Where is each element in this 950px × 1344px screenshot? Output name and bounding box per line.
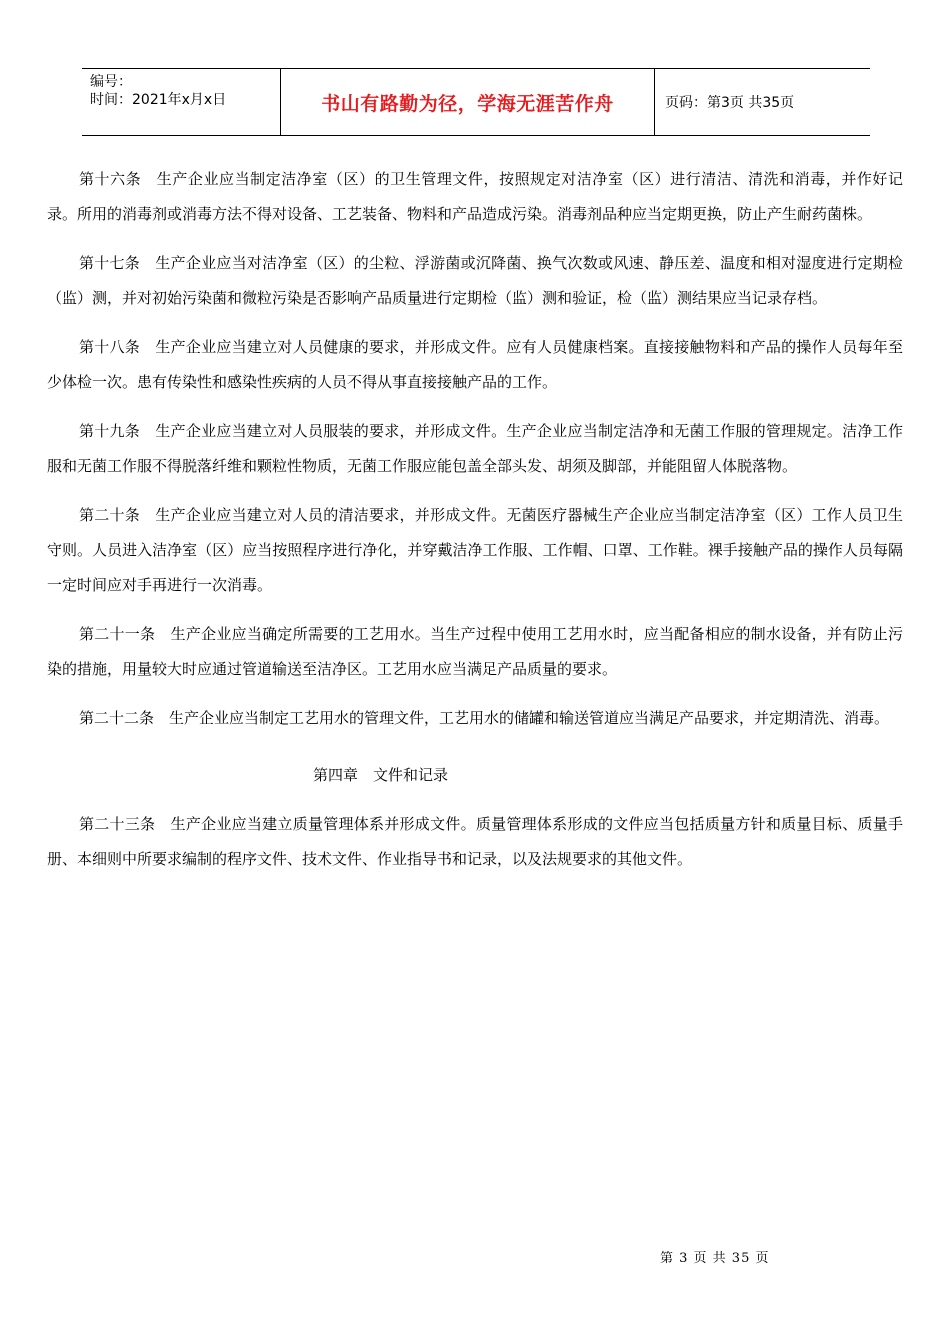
header-left-cell	[82, 69, 281, 135]
article-16: 第十六条 生产企业应当制定洁净室（区）的卫生管理文件，按照规定对洁净室（区）进行清洁、清洗和消毒，并作好记录。所用的消毒剂或消毒方法不得对设备、工艺装备、物料和产品造成污染。消毒剂品种应当定期更换，防止产生耐药菌株。	[47, 170, 903, 223]
article-19: 第十九条 生产企业应当建立对人员服装的要求，并形成文件。生产企业应当制定洁净和无菌工作服的管理规定。洁净工作服和无菌工作服不得脱落纤维和颗粒性物质，无菌工作服应能包盖全部头发、胡须及脚部，并能阻留人体脱落物。	[47, 422, 903, 475]
header-page-number: 页码：第3页 共35页	[665, 95, 795, 111]
article-18: 第十八条 生产企业应当建立对人员健康的要求，并形成文件。应有人员健康档案。直接接触物料和产品的操作人员每年至少体检一次。患有传染性和感染性疾病的人员不得从事直接接触产品的工作。	[47, 338, 903, 391]
header-motto: 书山有路勤为径，学海无涯苦作舟	[281, 69, 655, 135]
document-body	[47, 162, 903, 891]
article-21: 第二十一条 生产企业应当确定所需要的工艺用水。当生产过程中使用工艺用水时，应当配备相应的制水设备，并有防止污染的措施，用量较大时应通过管道输送至洁净区。工艺用水应当满足产品质量的要求。	[47, 625, 903, 678]
document-number-label: 编号：	[90, 74, 132, 90]
page-footer: 第 3 页 共 35 页	[660, 1251, 770, 1266]
article-23: 第二十三条 生产企业应当建立质量管理体系并形成文件。质量管理体系形成的文件应当包括质量方针和质量目标、质量手册、本细则中所要求编制的程序文件、技术文件、作业指导书和记录，以及法规要求的其他文件。	[47, 815, 903, 868]
document-time-label: 时间：2021年x月x日	[90, 92, 227, 108]
article-22: 第二十二条 生产企业应当制定工艺用水的管理文件，工艺用水的储罐和输送管道应当满足产品要求，并定期清洗、消毒。	[79, 709, 890, 727]
article-17: 第十七条 生产企业应当对洁净室（区）的尘粒、浮游菌或沉降菌、换气次数或风速、静压差、温度和相对湿度进行定期检（监）测，并对初始污染菌和微粒污染是否影响产品质量进行定期检（监）测和验证，检（监）测结果应当记录存档。	[47, 254, 903, 307]
chapter-heading: 第四章 文件和记录	[313, 766, 449, 784]
article-20: 第二十条 生产企业应当建立对人员的清洁要求，并形成文件。无菌医疗器械生产企业应当制定洁净室（区）工作人员卫生守则。人员进入洁净室（区）应当按照程序进行净化，并穿戴洁净工作服、工作帽、口罩、工作鞋。裸手接触产品的操作人员每隔一定时间应对手再进行一次消毒。	[47, 506, 903, 594]
page-header	[82, 68, 870, 136]
